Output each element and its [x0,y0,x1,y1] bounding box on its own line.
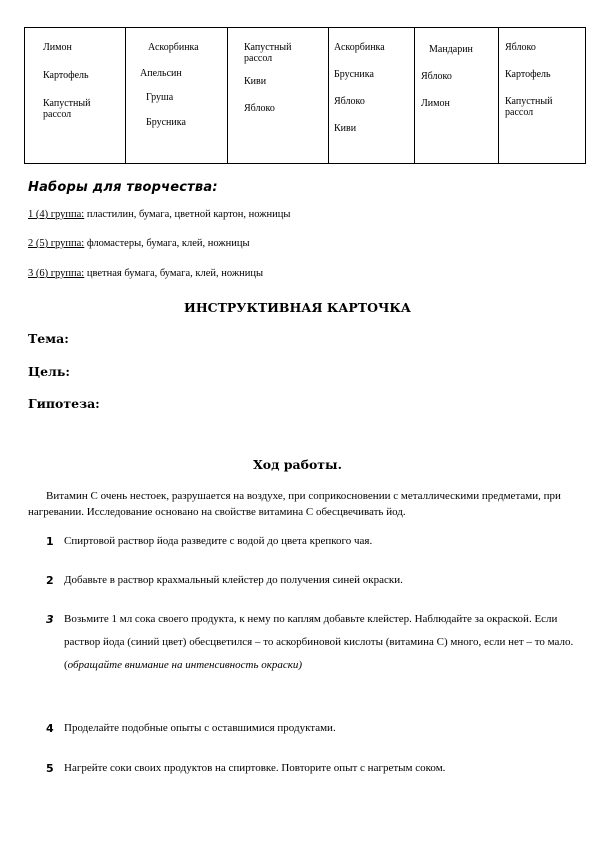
group-text: цветная бумага, бумага, клей, ножницы [84,268,264,279]
table-column-2 [126,28,228,163]
step-1 [46,530,576,553]
step-text: Возьмите 1 мл сока своего продукта, к нему по каплям добавьте клейстер. Наблюдайте за окраской. Если раствор йода (синий цвет) обесцветился – то аскорбиновой кислоты (витамина С) много, если нет – то мало. ( [64,613,574,671]
step-text: Нагрейте соки своих продуктов на спиртовке. Повторите опыт с нагретым соком. [64,762,446,774]
table-column-4 [329,28,415,163]
table-cell: Лимон [421,98,450,109]
sets-heading: Наборы для творчества: [28,180,218,195]
step-text: Проделайте подобные опыты с оставшимися продуктами. [64,722,336,734]
step-number: 2 [46,574,54,587]
table-cell: Яблоко [244,103,275,114]
table-cell: Груша [146,92,174,103]
group-line [28,268,263,279]
table-cell: Капустный рассол [43,98,91,120]
goal-label: Цель: [28,364,70,379]
step-number: 5 [46,762,54,775]
table-cell: Капустный рассол [505,96,553,118]
table-column-6 [499,28,585,163]
step-2 [46,569,576,592]
step-number: 4 [46,722,54,735]
step-text: Добавьте в раствор крахмальный клейстер до получения синей окраски. [64,574,403,586]
table-cell: Мандарин [429,44,473,55]
table-cell: Киви [334,123,357,134]
step-5 [46,757,576,780]
table-cell: Картофель [43,70,89,81]
step-number: 3 [46,613,54,626]
table-cell: Брусника [334,69,374,80]
table-cell: Аскорбинка [148,42,199,53]
table-column-1 [25,28,126,163]
intro-paragraph: Витамин С очень нестоек, разрушается на воздухе, при соприкосновении с металлическими предметами, при нагревании. Исследование основано на свойстве витамина С обесцвечивать йод. [28,490,561,518]
step-4 [46,717,576,740]
table-cell: Брусника [146,117,186,128]
group-line [28,238,250,249]
group-text: пластилин, бумага, цветной картон, ножницы [84,209,291,220]
step-number: 1 [46,535,54,548]
products-table [24,27,586,164]
table-cell: Капустный рассол [244,42,292,64]
group-label: 3 (6) группа: [28,268,85,279]
group-text: фломастеры, бумага, клей, ножницы [84,238,250,249]
step-emphasis: обращайте внимание на интенсивность окраски) [67,659,303,671]
topic-label: Тема: [28,331,69,346]
table-cell: Яблоко [505,42,536,53]
step-text-block [64,608,576,677]
table-column-3 [228,28,329,163]
step-text: Спиртовой раствор йода разведите с водой до цвета крепкого чая. [64,535,373,547]
table-cell: Лимон [43,42,72,53]
table-cell: Киви [244,76,267,87]
group-label: 1 (4) группа: [28,209,85,220]
table-cell: Яблоко [334,96,365,107]
step-3 [46,608,576,677]
hypothesis-label: Гипотеза: [28,396,100,411]
table-cell: Аскорбинка [334,42,385,53]
card-title: ИНСТРУКТИВНАЯ КАРТОЧКА [184,300,411,315]
table-cell: Картофель [505,69,551,80]
table-cell: Апельсин [140,68,182,79]
group-line [28,209,290,220]
group-label: 2 (5) группа: [28,238,85,249]
progress-title: Ход работы. [253,457,342,472]
table-column-5 [415,28,499,163]
table-cell: Яблоко [421,71,452,82]
